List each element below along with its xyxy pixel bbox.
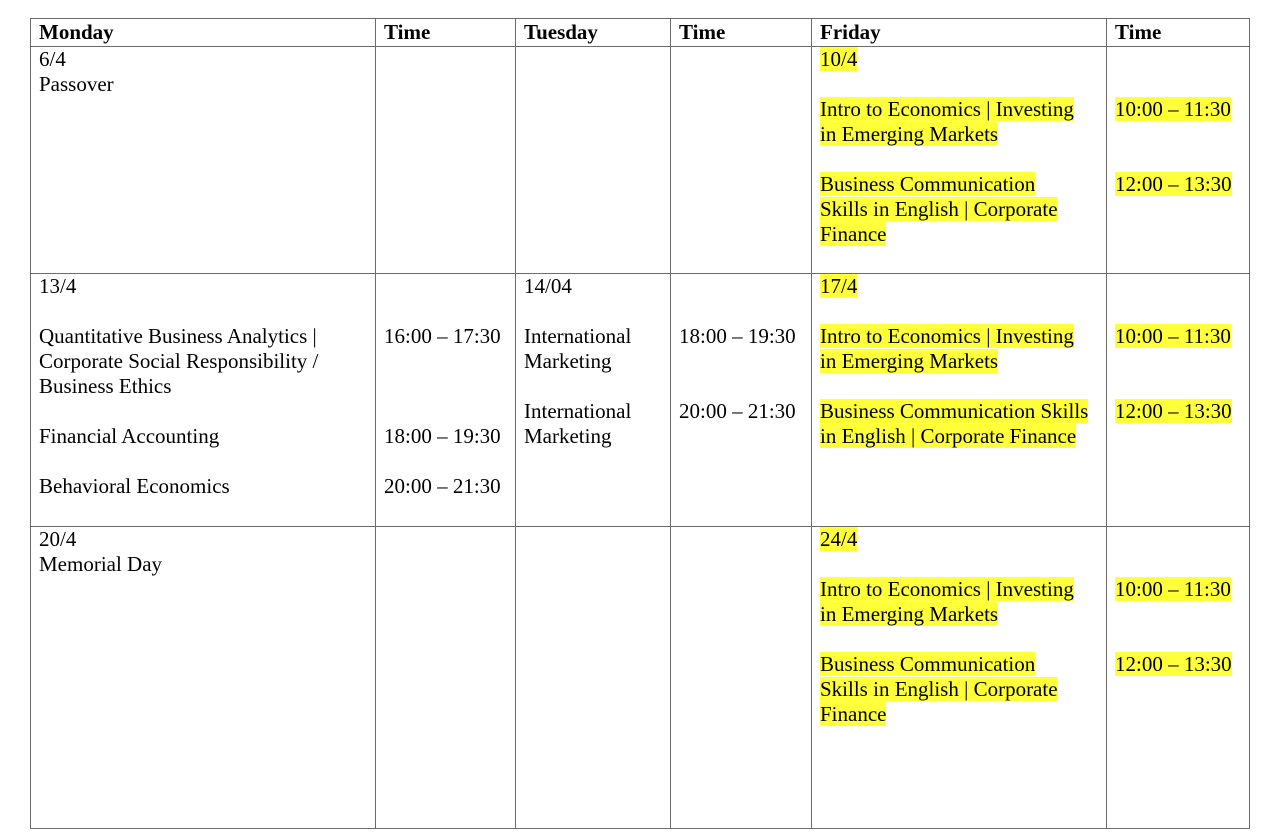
monday-date: 6/4: [39, 47, 66, 71]
tuesday-cell: [516, 274, 671, 527]
tuesday-course: International Marketing: [524, 399, 632, 448]
tuesday-course-time: 18:00 – 19:30: [679, 324, 796, 348]
monday-cell: [31, 527, 376, 829]
header-monday-time: Time: [376, 19, 516, 47]
monday-course: Quantitative Business Analytics | Corporate Social Responsibility / Business Ethics: [39, 324, 319, 398]
monday-course-time: 18:00 – 19:30: [384, 424, 501, 448]
tuesday-cell: [516, 527, 671, 829]
tuesday-course-time: 20:00 – 21:30: [679, 399, 796, 423]
friday-course-time: 10:00 – 11:30: [1115, 97, 1231, 121]
friday-course-time: 12:00 – 13:30: [1115, 172, 1232, 196]
friday-time-cell: [1107, 274, 1250, 527]
week-row: [31, 527, 1250, 829]
schedule-table: [30, 18, 1250, 829]
tuesday-course: International Marketing: [524, 324, 632, 373]
monday-course-time: 16:00 – 17:30: [384, 324, 501, 348]
header-monday: Monday: [31, 19, 376, 47]
tuesday-time-cell: [671, 47, 812, 274]
friday-time-cell: [1107, 47, 1250, 274]
friday-date: 24/4: [820, 527, 858, 551]
friday-course-time: 12:00 – 13:30: [1115, 652, 1232, 676]
friday-cell: [812, 527, 1107, 829]
friday-course: Business Communication Skills in English | Corporate Finance: [820, 172, 1058, 246]
friday-course-time: 12:00 – 13:30: [1115, 399, 1232, 423]
friday-date: 10/4: [820, 47, 858, 71]
monday-date: 13/4: [39, 274, 77, 298]
monday-note: Memorial Day: [39, 552, 163, 576]
tuesday-time-cell: [671, 527, 812, 829]
friday-course: Business Communication Skills in English | Corporate Finance: [820, 399, 1089, 448]
monday-course: Financial Accounting: [39, 424, 220, 448]
monday-cell: [31, 274, 376, 527]
friday-time-cell: [1107, 527, 1250, 829]
header-tuesday-time: Time: [671, 19, 812, 47]
monday-date: 20/4: [39, 527, 77, 551]
friday-course-time: 10:00 – 11:30: [1115, 324, 1231, 348]
header-tuesday: Tuesday: [516, 19, 671, 47]
monday-cell: [31, 47, 376, 274]
friday-course: Business Communication Skills in English | Corporate Finance: [820, 652, 1058, 726]
friday-course: Intro to Economics | Investing in Emerging Markets: [820, 324, 1074, 373]
header-friday-time: Time: [1107, 19, 1250, 47]
friday-cell: [812, 47, 1107, 274]
header-friday: Friday: [812, 19, 1107, 47]
friday-course: Intro to Economics | Investing in Emerging Markets: [820, 577, 1074, 626]
monday-time-cell: [376, 47, 516, 274]
header-row: [31, 19, 1250, 47]
tuesday-time-cell: [671, 274, 812, 527]
friday-course-time: 10:00 – 11:30: [1115, 577, 1231, 601]
week-row: [31, 274, 1250, 527]
friday-course: Intro to Economics | Investing in Emerging Markets: [820, 97, 1074, 146]
friday-date: 17/4: [820, 274, 858, 298]
tuesday-date: 14/04: [524, 274, 572, 298]
monday-course: Behavioral Economics: [39, 474, 230, 498]
week-row: [31, 47, 1250, 274]
monday-note: Passover: [39, 72, 114, 96]
monday-time-cell: [376, 527, 516, 829]
monday-course-time: 20:00 – 21:30: [384, 474, 501, 498]
tuesday-cell: [516, 47, 671, 274]
friday-cell: [812, 274, 1107, 527]
monday-time-cell: [376, 274, 516, 527]
